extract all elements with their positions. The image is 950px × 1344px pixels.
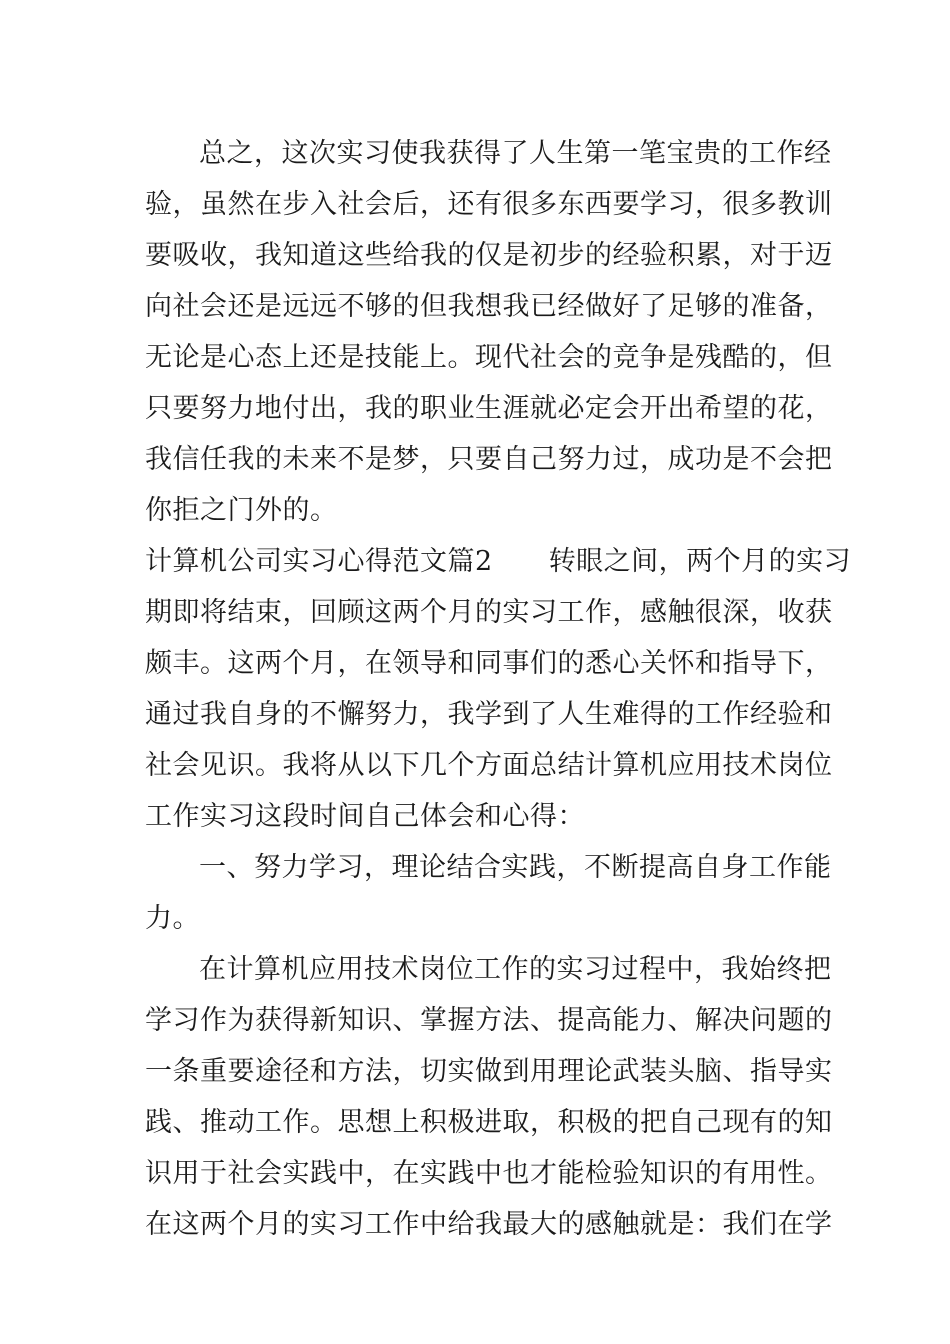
- paragraph-4-line: 一条重要途径和方法，切实做到用理论武装头脑、指导实: [145, 1056, 833, 1087]
- paragraph-4-line: 识用于社会实践中，在实践中也才能检验知识的有用性。: [145, 1158, 833, 1189]
- paragraph-1-line: 验，虽然在步入社会后，还有很多东西要学习，很多教训: [145, 189, 833, 220]
- paragraph-2-line: 工作实习这段时间自己体会和心得：: [145, 801, 585, 832]
- paragraph-3-line: 力。: [145, 903, 200, 934]
- paragraph-4-line: 在这两个月的实习工作中给我最大的感触就是：我们在学: [145, 1209, 833, 1240]
- paragraph-2-line: 期即将结束，回顾这两个月的实习工作，感触很深，收获: [145, 597, 833, 628]
- paragraph-4-line: 学习作为获得新知识、掌握方法、提高能力、解决问题的: [145, 1005, 833, 1036]
- paragraph-1-line: 只要努力地付出，我的职业生涯就必定会开出希望的花，: [145, 393, 833, 424]
- paragraph-1-line: 无论是心态上还是技能上。现代社会的竞争是残酷的，但: [145, 342, 833, 373]
- paragraph-4-line: 在计算机应用技术岗位工作的实习过程中，我始终把: [199, 954, 832, 985]
- paragraph-2-line: 社会见识。我将从以下几个方面总结计算机应用技术岗位: [145, 750, 833, 781]
- paragraph-1-line: 我信任我的未来不是梦，只要自己努力过，成功是不会把: [145, 444, 833, 475]
- paragraph-3-line: 一、努力学习，理论结合实践，不断提高自身工作能: [199, 852, 832, 883]
- section-title-line: [145, 536, 852, 587]
- paragraph-2-line: 通过我自身的不懈努力，我学到了人生难得的工作经验和: [145, 699, 833, 730]
- section-title: 计算机公司实习心得范文篇2: [145, 546, 493, 577]
- paragraph-1-line: 向社会还是远远不够的但我想我已经做好了足够的准备，: [145, 291, 833, 322]
- paragraph-2-line: 转眼之间，两个月的实习: [548, 546, 852, 577]
- paragraph-2-line: 颇丰。这两个月，在领导和同事们的悉心关怀和指导下，: [145, 648, 833, 679]
- paragraph-4-line: 践、推动工作。思想上积极进取，积极的把自己现有的知: [145, 1107, 833, 1138]
- paragraph-1-line: 总之，这次实习使我获得了人生第一笔宝贵的工作经: [199, 138, 832, 169]
- document-body: [145, 128, 852, 1250]
- paragraph-1-line: 你拒之门外的。: [145, 495, 338, 526]
- paragraph-1-line: 要吸收，我知道这些给我的仅是初步的经验积累，对于迈: [145, 240, 833, 271]
